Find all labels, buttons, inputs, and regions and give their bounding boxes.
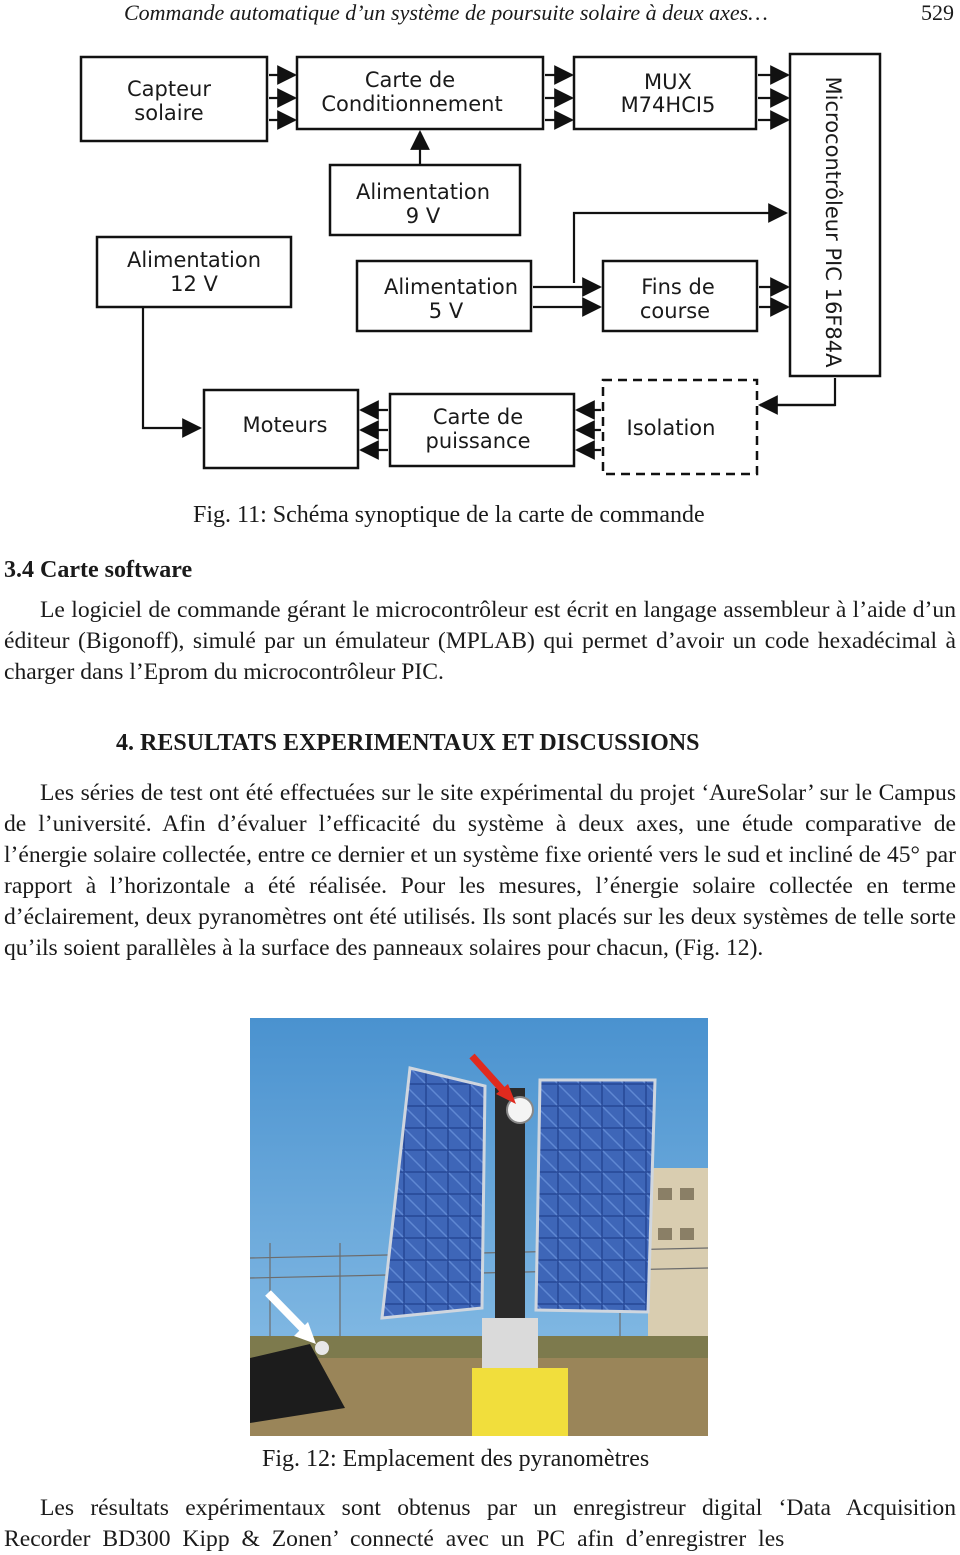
section-3-4-paragraph [4,595,956,688]
section-4-paragraph [4,778,956,964]
block-diagram [0,0,960,500]
fins-label-2: course [639,299,711,323]
alim12-label-2: 12 V [170,272,218,296]
running-title: Commande automatique d’un système de poursuite solaire à deux axes… [124,0,768,25]
figure-11-caption: Fig. 11: Schéma synoptique de la carte de commande [193,502,705,528]
section-4-title: 4. RESULTATS EXPERIMENTAUX ET DISCUSSIONS [116,730,700,756]
section-3-4-text: Le logiciel de commande gérant le microcontrôleur est écrit en langage assembleur à l’aide d’un éditeur (Bigonoff), simulé par un émulateur (MPLAB) qui permet d’avoir un code hexadécimal à charger dans l’Eprom du microcontrôleur PIC. [4,597,956,685]
alim5-label-1: Alimentation [383,275,519,299]
section-4-text: Les séries de test ont été effectuées sur le site expérimental du projet ‘AureSolar’ sur le Campus de l’université. Afin d’évaluer l’efficacité du système à deux axes, une étude comparative de l’énergie solaire collectée, entre ce dernier et un système fixe orienté vers le sud et incliné de 45° par rapport à l’horizontale a été réalisée. Pour les mesures, l’énergie solaire collectée en terme d’éclairement, deux pyranomètres ont été utilisés. Ils sont placés sur les deux systèmes de telle sorte qu’ils soient parallèles à la surface des panneaux solaires pour chacun, (Fig. 12). [4,780,956,961]
isolation-label: Isolation [626,416,716,440]
closing-text: Les résultats expérimentaux sont obtenus par un enregistreur digital ‘Data Acquisition Recorder BD300 Kipp & Zonen’ connecté avec un PC afin d’enregistrer les [4,1495,956,1552]
mux-label-2: M74HCI5 [620,93,716,117]
alim9-label-1: Alimentation [355,180,491,204]
conditionnement-label-2: Conditionnement [321,92,503,116]
section-3-4-title: 3.4 Carte software [4,557,193,583]
conditionnement-label-1: Carte de [364,68,456,92]
pyranometer-photo [250,1018,708,1436]
puissance-label-2: puissance [425,429,531,453]
moteurs-label: Moteurs [242,413,328,437]
fins-label-1: Fins de [641,275,715,299]
capteur-label-1: Capteur [127,77,211,101]
alim9-label-2: 9 V [405,204,441,228]
microcontroleur-label: Microcontrôleur PIC 16F84A [821,76,845,368]
alim5-label-2: 5 V [428,299,464,323]
page-number: 529 [921,0,954,25]
figure-12-caption: Fig. 12: Emplacement des pyranomètres [262,1446,650,1472]
puissance-label-1: Carte de [432,405,524,429]
capteur-label-2: solaire [134,101,204,125]
mux-label-1: MUX [644,70,692,94]
closing-paragraph [4,1493,956,1555]
alim12-label-1: Alimentation [126,248,262,272]
